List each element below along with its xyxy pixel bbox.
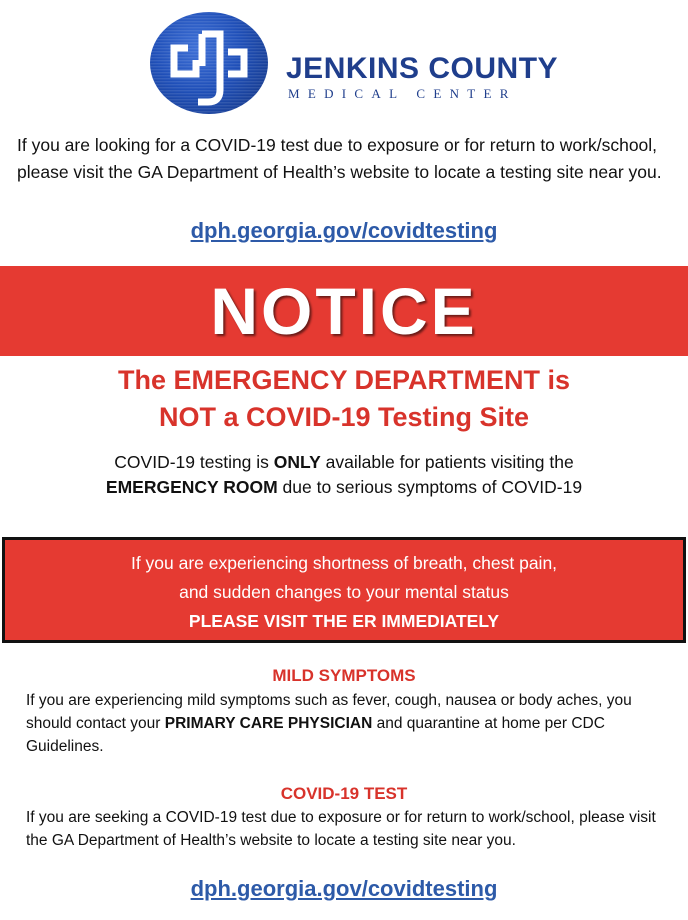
covid-test-title: COVID-19 TEST (280, 784, 408, 803)
ed-heading-line2: NOT a COVID-19 Testing Site (158, 402, 530, 432)
jcmc-cross-logo-icon (150, 12, 268, 114)
ed-heading (0, 362, 688, 436)
testing-availability-line1 (0, 450, 688, 475)
alert-line3: PLEASE VISIT THE ER IMMEDIATELY (188, 611, 500, 631)
intro-text: If you are looking for a COVID-19 test due to exposure or for return to work/school, please visit the GA Department of Health’s website to locate a testing site near you. (17, 135, 662, 182)
org-name: JENKINS COUNTY (286, 52, 559, 85)
notice-title: NOTICE (210, 274, 478, 348)
covid-testing-link-top[interactable]: dph.georgia.gov/covidtesting (190, 218, 498, 243)
only-pre: COVID-19 testing is (114, 452, 274, 472)
only-strong: ONLY (273, 452, 321, 472)
er-alert-box (2, 537, 686, 643)
alert-line1: If you are experiencing shortness of breath, chest pain, (130, 553, 558, 573)
alert-line2: and sudden changes to your mental status (179, 582, 509, 602)
testing-availability-text (0, 450, 688, 500)
covid-testing-link-bottom[interactable]: dph.georgia.gov/covidtesting (190, 876, 498, 901)
mild-post: and quarantine at home per CDC Guidelines. (26, 715, 605, 755)
er-alert-text (5, 549, 683, 636)
mild-symptoms-body (26, 689, 666, 758)
header (0, 0, 688, 118)
er-post: due to serious symptoms of COVID-19 (277, 477, 583, 497)
testing-availability-line2 (0, 475, 688, 500)
mild-symptoms-title: MILD SYMPTOMS (272, 666, 416, 685)
only-mid: available for patients visiting the (320, 452, 574, 472)
mild-strong: PRIMARY CARE PHYSICIAN (164, 715, 373, 732)
mild-pre: If you are experiencing mild symptoms such as fever, cough, nausea or body aches, you should contact your (26, 692, 632, 732)
org-subtitle: MEDICAL CENTER (288, 86, 517, 101)
er-strong: EMERGENCY ROOM (105, 477, 278, 497)
notice-banner (0, 266, 688, 356)
covid-test-body: If you are seeking a COVID-19 test due to exposure or for return to work/school, please visit the GA Department of Health’s website to locate a testing site near you. (26, 809, 656, 849)
ed-heading-line1: The EMERGENCY DEPARTMENT is (117, 365, 571, 395)
